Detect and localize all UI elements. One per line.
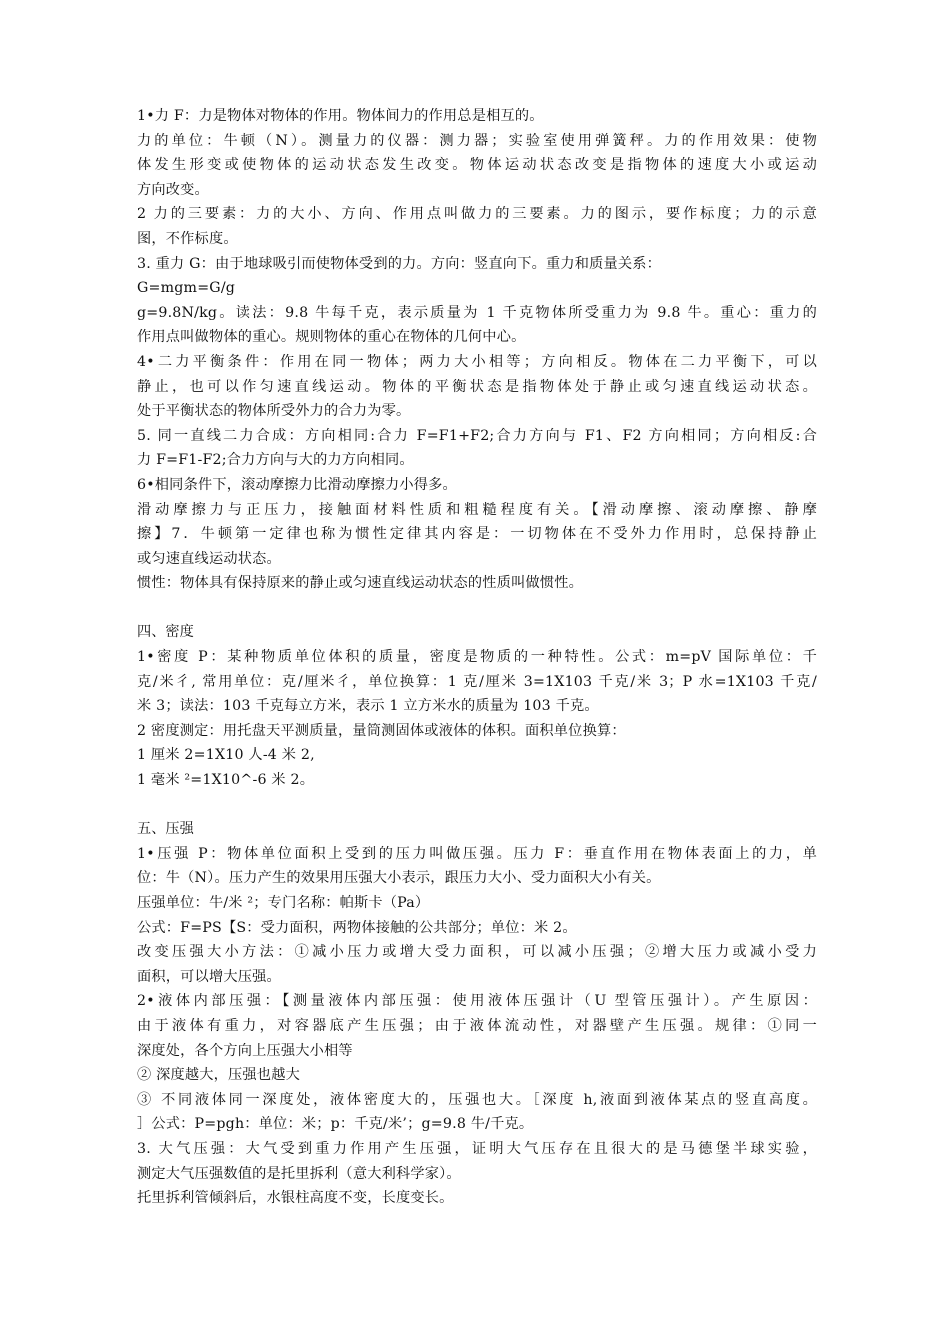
paragraph-line: 力 F=F1-F2;合力方向与大的力方向相同。 bbox=[137, 452, 414, 469]
document-page bbox=[137, 104, 817, 1211]
paragraph-line: 滑动摩擦力与正压力，接触面材料性质和粗糙程度有关。【滑动摩擦、滚动摩擦、静摩 bbox=[137, 501, 817, 518]
paragraph-line: 1 毫米 ²=1X10^-6 米 2。 bbox=[137, 772, 315, 789]
paragraph-line: 3. 大气压强：大气受到重力作用产生压强，证明大气压存在且很大的是马德堡半球实验， bbox=[137, 1140, 817, 1157]
paragraph-line: 米 3；读法：103 千克每立方米，表示 1 立方米水的质量为 103 千克。 bbox=[137, 698, 599, 715]
paragraph-line: 克/米彳, 常用单位：克/厘米彳，单位换算：1 克/厘米 3=1X103 千克/米 3；P 水=1X103 千克/ bbox=[137, 673, 817, 690]
paragraph-line: 3. 重力 G：由于地球吸引而使物体受到的力。方向：竖直向下。重力和质量关系： bbox=[137, 255, 662, 272]
paragraph-line: 5. 同一直线二力合成：方向相同:合力 F=F1+F2;合力方向与 F1、F2 方向相同；方向相反:合 bbox=[137, 427, 817, 444]
paragraph-line: 作用点叫做物体的重心。规则物体的重心在物体的几何中心。 bbox=[137, 329, 526, 346]
section-heading-density: 四、密度 bbox=[137, 624, 194, 641]
paragraph-line: 惯性：物体具有保持原来的静止或匀速直线运动状态的性质叫做惯性。 bbox=[137, 575, 584, 592]
paragraph-line: 2•液体内部压强：【测量液体内部压强：使用液体压强计（U 型管压强计）。产生原因： bbox=[137, 993, 817, 1010]
paragraph-line: 深度处，各个方向上压强大小相等 bbox=[137, 1042, 353, 1059]
paragraph-line: 1 厘米 2=1X10 人-4 米 2, bbox=[137, 747, 315, 764]
paragraph-line: 4•二力平衡条件：作用在同一物体；两力大小相等；方向相反。物体在二力平衡下，可以 bbox=[137, 353, 817, 370]
paragraph-line: 2 力的三要素：力的大小、方向、作用点叫做力的三要素。力的图示，要作标度；力的示意 bbox=[137, 206, 817, 223]
paragraph-line: 图，不作标度。 bbox=[137, 230, 238, 247]
section-spacer bbox=[137, 793, 817, 818]
paragraph-line: ③ 不同液体同一深度处，液体密度大的，压强也大。［深度 h,液面到液体某点的竖直高度。 bbox=[137, 1091, 817, 1108]
paragraph-line: 2 密度测定：用托盘天平测质量，量筒测固体或液体的体积。面积单位换算： bbox=[137, 722, 626, 739]
paragraph-line: 力的单位：牛顿（N）。测量力的仪器：测力器；实验室使用弹簧秤。力的作用效果：使物 bbox=[137, 132, 817, 149]
paragraph-line: 托里拆利管倾斜后，水银柱高度不变，长度变长。 bbox=[137, 1190, 454, 1207]
paragraph-line: 处于平衡状态的物体所受外力的合力为零。 bbox=[137, 403, 411, 420]
paragraph-line: 压强单位：牛/米 ²；专门名称：帕斯卡（Pa） bbox=[137, 895, 430, 911]
paragraph-line: 公式：F=PS【S：受力面积，两物体接触的公共部分；单位：米 2。 bbox=[137, 919, 577, 936]
section-density bbox=[137, 620, 817, 792]
paragraph-line: ］公式：P=pgh：单位：米；p：千克/米’；g=9.8 牛/千克。 bbox=[137, 1116, 534, 1133]
paragraph-line: 由于液体有重力，对容器底产生压强；由于液体流动性，对器壁产生压强。规律：①同一 bbox=[137, 1017, 817, 1034]
section-heading-pressure: 五、压强 bbox=[137, 821, 194, 838]
paragraph-line: g=9.8N/kg。读法：9.8 牛每千克，表示质量为 1 千克物体所受重力为 9.8 牛。重心：重力的 bbox=[137, 304, 817, 321]
section-spacer bbox=[137, 596, 817, 621]
paragraph-line: 改变压强大小方法：①减小压力或增大受力面积，可以减小压强；②增大压力或减小受力 bbox=[137, 944, 817, 961]
paragraph-line: 位：牛（N）。压力产生的效果用压强大小表示，跟压力大小、受力面积大小有关。 bbox=[137, 870, 661, 887]
paragraph-line: 6•相同条件下，滚动摩擦力比滑动摩擦力小得多。 bbox=[137, 476, 457, 493]
paragraph-line: 1•力 F：力是物体对物体的作用。物体间力的作用总是相互的。 bbox=[137, 108, 544, 124]
paragraph-line: 体发生形变或使物体的运动状态发生改变。物体运动状态改变是指物体的速度大小或运动 bbox=[137, 157, 817, 174]
paragraph-line: 或匀速直线运动状态。 bbox=[137, 550, 281, 567]
paragraph-line: 1•密度 P：某种物质单位体积的质量，密度是物质的一种特性。公式：m=pV 国际单位：千 bbox=[137, 649, 817, 666]
section-pressure bbox=[137, 817, 817, 1211]
paragraph-line: 静止，也可以作匀速直线运动。物体的平衡状态是指物体处于静止或匀速直线运动状态。 bbox=[137, 378, 817, 395]
paragraph-line: 面积，可以增大压强。 bbox=[137, 968, 281, 985]
paragraph-line: 测定大气压强数值的是托里拆利（意大利科学家）。 bbox=[137, 1165, 461, 1182]
paragraph-line: 擦】7．牛顿第一定律也称为惯性定律其内容是：一切物体在不受外力作用时，总保持静止 bbox=[137, 526, 817, 543]
paragraph-line: 方向改变。 bbox=[137, 181, 209, 198]
paragraph-line: ② 深度越大，压强也越大 bbox=[137, 1067, 300, 1084]
paragraph-line: G=mgm=G/g bbox=[137, 280, 236, 297]
paragraph-line: 1•压强 P：物体单位面积上受到的压力叫做压强。压力 F：垂直作用在物体表面上的力，单 bbox=[137, 845, 817, 862]
section-force bbox=[137, 104, 817, 596]
